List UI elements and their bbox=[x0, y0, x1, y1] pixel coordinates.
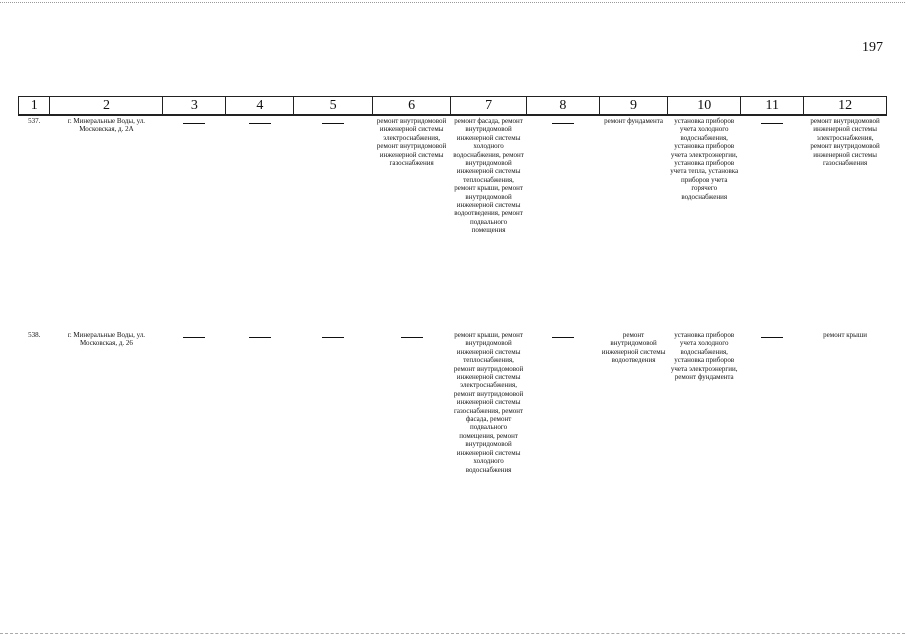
cell-col12: ремонт крыши bbox=[823, 331, 867, 339]
empty-dash bbox=[552, 123, 574, 124]
empty-dash bbox=[249, 337, 271, 338]
column-header: 12 bbox=[804, 97, 887, 116]
cell-col6 bbox=[372, 327, 451, 571]
scan-artifact-bottom bbox=[0, 633, 905, 634]
column-header: 6 bbox=[372, 97, 451, 116]
empty-dash bbox=[761, 123, 783, 124]
row-number: 537. bbox=[28, 117, 41, 125]
row-number: 538. bbox=[28, 331, 41, 339]
cell-col7: ремонт крыши, ремонт внутридомовой инженерной системы теплоснабжения, ремонт внутридомовой инженерной системы электроснабжения, ремонт внутридомовой инженерной системы газоснабжения, ремонт фасада, ремонт подвального помещения, ремонт внутридомовой инженерной системы холодного водоснабжения bbox=[453, 331, 524, 474]
empty-dash bbox=[322, 123, 344, 124]
cell-col5 bbox=[294, 327, 373, 571]
cell-col9: ремонт фундамента bbox=[604, 117, 663, 125]
column-header: 7 bbox=[451, 97, 526, 116]
cell-col12: ремонт внутридомовой инженерной системы электроснабжения, ремонт внутридомовой инженерной системы газоснабжения bbox=[810, 117, 880, 168]
cell-col11 bbox=[741, 115, 804, 327]
cell-col6: ремонт внутридомовой инженерной системы электроснабжения, ремонт внутридомовой инженерной системы газоснабжения bbox=[376, 117, 447, 168]
empty-dash bbox=[761, 337, 783, 338]
cell-col10: установка приборов учета холодного водоснабжения, установка приборов учета электроэнергии, установка приборов учета тепла, установка приборов учета горячего водоснабжения bbox=[670, 117, 739, 201]
table-row bbox=[19, 115, 887, 327]
empty-dash bbox=[552, 337, 574, 338]
column-header: 11 bbox=[741, 97, 804, 116]
header-row bbox=[19, 97, 887, 116]
cell-col7: ремонт фасада, ремонт внутридомовой инженерной системы холодного водоснабжения, ремонт внутридомовой инженерной системы теплоснабжения, ремонт крыши, ремонт внутридомовой инженерной системы водоотведения, ремонт подвального помещения bbox=[453, 117, 524, 235]
scan-artifact-top bbox=[0, 2, 905, 3]
empty-dash bbox=[401, 337, 423, 338]
column-header: 3 bbox=[163, 97, 226, 116]
column-header: 5 bbox=[294, 97, 373, 116]
cell-col8 bbox=[526, 115, 599, 327]
column-header: 8 bbox=[526, 97, 599, 116]
empty-dash bbox=[249, 123, 271, 124]
row-address: г. Минеральные Воды, ул. Московская, д. 2А bbox=[67, 117, 146, 134]
repair-register-table bbox=[18, 96, 887, 571]
column-header: 9 bbox=[600, 97, 668, 116]
empty-dash bbox=[183, 337, 205, 338]
cell-col9: ремонт внутридомовой инженерной системы водоотведения bbox=[601, 331, 666, 365]
column-header: 1 bbox=[19, 97, 50, 116]
cell-col10: установка приборов учета холодного водоснабжения, установка приборов учета электроэнергии, ремонт фундамента bbox=[670, 331, 738, 382]
cell-col4 bbox=[226, 115, 294, 327]
row-address: г. Минеральные Воды, ул. Московская, д. 26 bbox=[67, 331, 146, 348]
cell-col3 bbox=[163, 327, 226, 571]
cell-col4 bbox=[226, 327, 294, 571]
column-header: 4 bbox=[226, 97, 294, 116]
table-row bbox=[19, 327, 887, 571]
cell-col5 bbox=[294, 115, 373, 327]
column-header: 10 bbox=[668, 97, 741, 116]
cell-col8 bbox=[526, 327, 599, 571]
cell-col3 bbox=[163, 115, 226, 327]
empty-dash bbox=[183, 123, 205, 124]
empty-dash bbox=[322, 337, 344, 338]
page-number: 197 bbox=[862, 40, 883, 55]
cell-col11 bbox=[741, 327, 804, 571]
column-header: 2 bbox=[50, 97, 163, 116]
